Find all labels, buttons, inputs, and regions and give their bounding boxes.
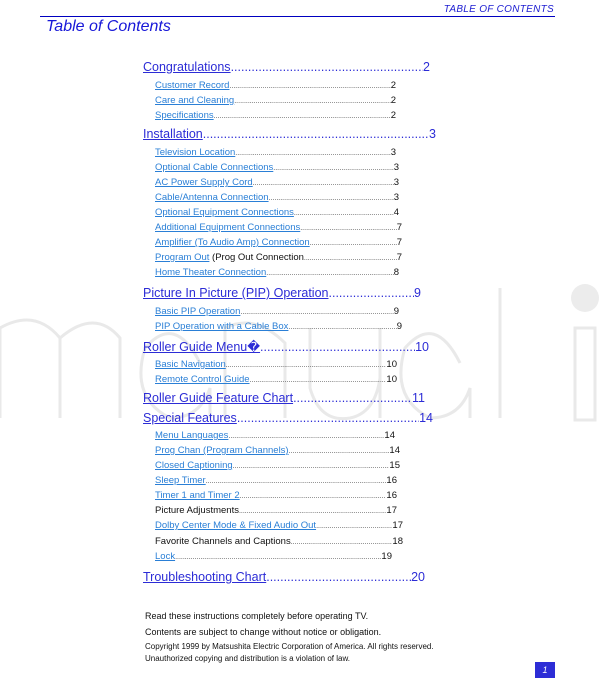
toc-page-number: 17 xyxy=(392,520,403,531)
toc-item-label: Cable/Antenna Connection xyxy=(155,192,269,203)
toc-item-dolby-center-mode[interactable] xyxy=(155,520,403,533)
toc-page-number: 9 xyxy=(393,306,399,317)
toc-section-congratulations[interactable] xyxy=(143,60,430,76)
toc-page-number: 3 xyxy=(393,162,399,173)
toc-item-basic-pip-operation[interactable] xyxy=(155,306,399,319)
toc-leader-dots xyxy=(294,210,394,217)
toc-item-menu-languages[interactable] xyxy=(155,430,395,443)
toc-item-remote-control-guide[interactable] xyxy=(155,374,397,387)
toc-leader-dots xyxy=(228,433,384,440)
toc-leader-dots xyxy=(206,478,387,485)
toc-leader-dots xyxy=(235,150,390,157)
toc-item-label: Prog Chan (Program Channels) xyxy=(155,445,289,456)
toc-page-number: 9 xyxy=(396,321,402,332)
toc-section-installation[interactable] xyxy=(143,127,436,143)
toc-item-label: Television Location xyxy=(155,147,236,158)
toc-item-label: Menu Languages xyxy=(155,430,229,441)
toc-page-number: 3 xyxy=(393,177,399,188)
toc-item-optional-cable-connections[interactable] xyxy=(155,162,399,175)
toc-item-label: Sleep Timer xyxy=(155,475,206,486)
note-unauthorized-copying: Unauthorized copying and distribution is a violation of law. xyxy=(145,654,351,663)
toc-section-label: Special Features xyxy=(143,411,237,425)
header-rule xyxy=(40,16,555,17)
toc-item-label: Timer 1 and Timer 2 xyxy=(155,490,240,501)
toc-leader-dots xyxy=(310,240,397,247)
toc-item-label: Additional Equipment Connections xyxy=(155,222,301,233)
toc-page-number: 8 xyxy=(393,267,399,278)
toc-leader-dots xyxy=(266,570,411,584)
toc-section-label: Installation xyxy=(143,127,203,141)
toc-item-label: Care and Cleaning xyxy=(155,95,235,106)
toc-leader-dots xyxy=(203,127,429,141)
toc-page-number: 14 xyxy=(384,430,395,441)
toc-leader-dots xyxy=(233,463,390,470)
toc-item-closed-captioning[interactable] xyxy=(155,460,400,473)
toc-leader-dots xyxy=(240,493,387,500)
running-header: TABLE OF CONTENTS xyxy=(443,4,554,15)
toc-page-number: 14 xyxy=(419,411,433,425)
toc-page-number: 16 xyxy=(386,475,397,486)
toc-page-number: 7 xyxy=(396,222,402,233)
toc-page-number: 2 xyxy=(390,95,396,106)
toc-item-timer-1-and-timer-2[interactable] xyxy=(155,490,397,503)
toc-page-number: 10 xyxy=(386,374,397,385)
toc-section-label: Picture In Picture (PIP) Operation xyxy=(143,286,329,300)
toc-page-number: 19 xyxy=(381,551,392,562)
toc-page-number: 2 xyxy=(390,110,396,121)
toc-leader-dots xyxy=(250,377,387,384)
toc-section-roller-guide-menu[interactable] xyxy=(143,339,429,355)
toc-page-number: 17 xyxy=(386,505,397,516)
toc-section-label: Congratulations xyxy=(143,60,231,74)
toc-leader-dots xyxy=(239,508,386,515)
toc-item-ac-power-supply-cord[interactable] xyxy=(155,177,399,190)
toc-item-home-theater-connection[interactable] xyxy=(155,267,399,280)
toc-page-number: 9 xyxy=(414,286,421,300)
toc-item-label: Basic PIP Operation xyxy=(155,306,241,317)
toc-item-pip-with-cable-box[interactable] xyxy=(155,321,402,334)
toc-item-cable-antenna-connection[interactable] xyxy=(155,192,399,205)
toc-item-lock[interactable] xyxy=(155,551,392,564)
toc-item-label: Dolby Center Mode & Fixed Audio Out xyxy=(155,520,317,531)
toc-leader-dots xyxy=(293,391,412,405)
toc-page-number: 10 xyxy=(415,340,429,354)
toc-section-roller-guide-feature-chart[interactable] xyxy=(143,391,425,407)
note-subject-to-change: Contents are subject to change without notice or obligation. xyxy=(145,627,382,637)
toc-page-number: 10 xyxy=(386,359,397,370)
toc-item-optional-equipment-connections[interactable] xyxy=(155,207,399,220)
toc-item-label: Amplifier (To Audio Amp) Connection xyxy=(155,237,310,248)
toc-item-label: Optional Cable Connections xyxy=(155,162,274,173)
toc-section-label: Troubleshooting Chart xyxy=(143,570,267,584)
toc-page-number: 15 xyxy=(389,460,400,471)
toc-page-number: 3 xyxy=(390,147,396,158)
toc-item-label: Lock xyxy=(155,551,176,562)
toc-item-television-location[interactable] xyxy=(155,147,396,160)
toc-leader-dots xyxy=(304,255,397,262)
toc-item-care-and-cleaning[interactable] xyxy=(155,95,396,108)
toc-item-label: Picture Adjustments xyxy=(155,505,239,516)
toc-leader-dots xyxy=(231,60,423,74)
toc-item-label: Optional Equipment Connections xyxy=(155,207,294,218)
toc-page-number: 4 xyxy=(393,207,399,218)
toc-item-label: Customer Record xyxy=(155,80,230,91)
toc-item-label: Home Theater Connection xyxy=(155,267,267,278)
toc-page-number: 2 xyxy=(423,60,430,74)
toc-leader-dots xyxy=(226,362,387,369)
toc-leader-dots xyxy=(237,411,419,425)
toc-item-customer-record[interactable] xyxy=(155,80,396,93)
toc-section-pip-operation[interactable] xyxy=(143,286,421,302)
toc-leader-dots xyxy=(229,83,390,90)
toc-leader-dots xyxy=(300,225,396,232)
toc-item-picture-adjustments[interactable] xyxy=(155,505,397,518)
toc-section-label: Roller Guide Menu� xyxy=(143,340,261,354)
toc-page-number: 7 xyxy=(396,252,402,263)
toc-item-label: Favorite Channels and Captions xyxy=(155,536,291,547)
toc-item-label: Remote Control Guide xyxy=(155,374,250,385)
toc-page-number: 11 xyxy=(412,391,425,405)
toc-item-additional-equipment-connections[interactable] xyxy=(155,222,402,235)
toc-leader-dots xyxy=(260,340,415,354)
toc-leader-dots xyxy=(240,309,393,316)
toc-section-troubleshooting-chart[interactable] xyxy=(143,570,425,586)
toc-item-label-extra: (Prog Out Connection xyxy=(209,252,304,263)
toc-item-label: PIP Operation with a Cable Box xyxy=(155,321,289,332)
toc-item-program-out[interactable] xyxy=(155,252,402,265)
toc-item-label: AC Power Supply Cord xyxy=(155,177,253,188)
toc-page-number: 7 xyxy=(396,237,402,248)
note-read-instructions: Read these instructions completely before operating TV. xyxy=(145,611,369,621)
toc-leader-dots xyxy=(288,324,396,331)
toc-page-number: 20 xyxy=(411,570,425,584)
toc-page-number: 16 xyxy=(386,490,397,501)
toc-page-number: 2 xyxy=(390,80,396,91)
toc-item-basic-navigation[interactable] xyxy=(155,359,397,372)
toc-item-specifications[interactable] xyxy=(155,110,396,123)
toc-leader-dots xyxy=(234,98,390,105)
toc-page-number: 14 xyxy=(389,445,400,456)
toc-item-sleep-timer[interactable] xyxy=(155,475,397,488)
toc-page-number: 3 xyxy=(429,127,436,141)
toc-leader-dots xyxy=(175,554,381,561)
toc-section-special-features[interactable] xyxy=(143,411,433,427)
note-copyright: Copyright 1999 by Matsushita Electric Corporation of America. All rights reserved. xyxy=(145,642,434,651)
toc-section-label: Roller Guide Feature Chart xyxy=(143,391,294,405)
page-title: Table of Contents xyxy=(46,18,171,35)
toc-item-amplifier-connection[interactable] xyxy=(155,237,402,250)
toc-leader-dots xyxy=(316,523,392,530)
toc-item-label: Closed Captioning xyxy=(155,460,233,471)
toc-item-label: Specifications xyxy=(155,110,214,121)
toc-leader-dots xyxy=(214,113,391,120)
toc-item-prog-chan[interactable] xyxy=(155,445,400,458)
toc-item-label: Program Out xyxy=(155,252,210,263)
toc-leader-dots xyxy=(289,448,390,455)
toc-page-number: 3 xyxy=(393,192,399,203)
toc-leader-dots xyxy=(291,539,393,546)
toc-item-label: Basic Navigation xyxy=(155,359,226,370)
toc-leader-dots xyxy=(269,195,394,202)
toc-leader-dots xyxy=(273,165,393,172)
toc-page-number: 18 xyxy=(392,536,403,547)
toc-leader-dots xyxy=(266,270,393,277)
toc-leader-dots xyxy=(329,286,415,300)
toc-leader-dots xyxy=(253,180,394,187)
page-number-badge: 1 xyxy=(535,662,555,678)
toc-item-favorite-channels-and-captions[interactable] xyxy=(155,536,403,549)
